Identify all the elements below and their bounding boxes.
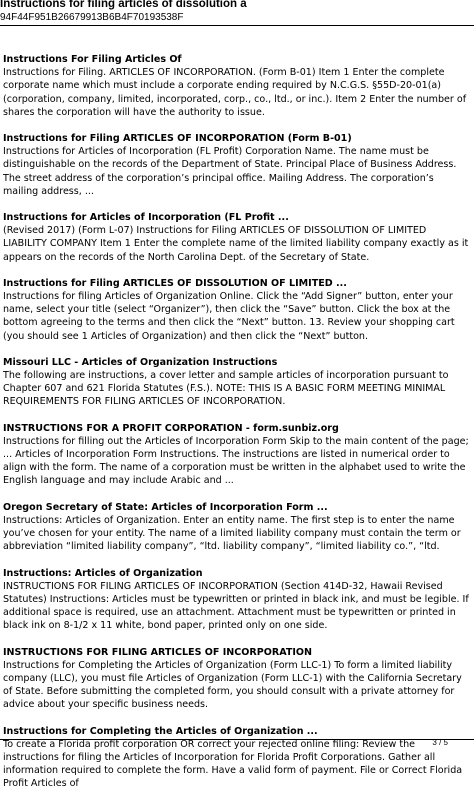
article-entry (3, 277, 471, 343)
entry-text: Instructions for Completing the Articles of Organization (Form LLC-1) To form a limited liability company (LLC), you must file Articles of Organization (Form LLC-1) with the California Secretary of State. Before submitting the completed form, you should consult with a private attorney for advice about your specific business needs. (3, 659, 462, 711)
page-header (0, 0, 474, 26)
entry-text: (Revised 2017) (Form L-07) Instructions for Filing ARTICLES OF DISSOLUTION OF LIMITED LIABILITY COMPANY Item 1 Enter the complete name of the limited liability company exactly as it appears on the records of the North Carolina Dept. of the Secretary of State. (3, 225, 469, 263)
page-number: 3 / 5 (432, 738, 448, 747)
entry-heading: Instructions: Articles of Organization (3, 567, 203, 579)
entry-heading: INSTRUCTIONS FOR A PROFIT CORPORATION - form.sunbiz.org (3, 422, 339, 434)
page-footer (0, 738, 474, 747)
article-entry (3, 132, 471, 198)
entry-heading: Instructions for Filing ARTICLES OF INCORPORATION (Form B-01) (3, 133, 352, 145)
page-title: Instructions for filing articles of dissolution a (0, 0, 247, 10)
entry-heading: Instructions for Filing ARTICLES OF DISSOLUTION OF LIMITED ... (3, 277, 347, 289)
entry-text: Instructions for Filing. ARTICLES OF INCORPORATION. (Form B-01) Item 1 Enter the complete corporate name which must include a corporate ending required by N.C.G.S. §55D-20-01(a) (corporation, company, limited, incorporated, corp., co., ltd., or inc.). Item 2 Enter the number of shares the corporation will have the authority to issue. (3, 67, 467, 118)
article-entry (3, 53, 471, 119)
article-entry (3, 356, 471, 409)
article-entry (3, 646, 471, 712)
entry-heading: Instructions for Articles of Incorporation (FL Profit ... (3, 212, 289, 224)
article-entry (3, 211, 471, 264)
entry-heading: Instructions For Filing Articles Of (3, 54, 182, 65)
entry-heading: Instructions for Completing the Articles of Organization ... (3, 725, 318, 737)
entry-heading: INSTRUCTIONS FOR FILING ARTICLES OF INCORPORATION (3, 646, 313, 658)
entry-text: INSTRUCTIONS FOR FILING ARTICLES OF INCORPORATION (Section 414D-32, Hawaii Revised Statutes) Instructions: Articles must be typewritten or printed in black ink, and must be legible. If additional space is required, use an attachment. Attachment must be typewritten or printed in black ink on 8-1/2 x 11 white, bond paper, printed only on one side. (3, 580, 469, 632)
entry-heading: Oregon Secretary of State: Articles of Incorporation Form ... (3, 501, 328, 513)
entry-heading: Missouri LLC - Articles of Organization Instructions (3, 356, 278, 368)
article-entry (3, 422, 471, 488)
article-entry (3, 501, 471, 554)
entry-text: The following are instructions, a cover letter and sample articles of incorporation pursuant to Chapter 607 and 621 Florida Statutes (F.S.). NOTE: THIS IS A BASIC FORM MEETING MINIMAL REQUIREMENTS FOR FILING ARTICLES OF INCORPORATION. (3, 370, 449, 408)
entry-text: To create a Florida profit corporation OR correct your rejected online filing: Review the instructions for filing the Articles of Incorporation for Florida Profit Corporations. Gather all information required to complete the form. Have a valid form of payment. File or Correct Florida Profit Articles of (3, 738, 463, 790)
document-content (3, 53, 471, 804)
entry-text: Instructions for Articles of Incorporation (FL Profit) Corporation Name. The name must be distinguishable on the records of the Department of State. Principal Place of Business Address. The street address of the corporation’s principal office. Mailing Address. The corporation’s mailing address, ... (3, 146, 457, 197)
document-id: 94F44F951B26679913B6B4F70193538F (0, 12, 184, 23)
article-entry (3, 725, 471, 791)
entry-text: Instructions for filing Articles of Organization Online. Click the “Add Signer” button, enter your name, select your title (select “Organizer”), then click the “Save” button. Click the box at the bottom agreeing to the terms and then click the “Next” button. 13. Review your shopping cart (you should see 1 Articles of Organization) and then click the “Next” button. (3, 291, 455, 342)
entry-text: Instructions for filling out the Articles of Incorporation Form Skip to the main content of the page; ... Articles of Incorporation Form Instructions. The instructions are listed in numerical order to align with the form. The name of a corporation must be written in the alphabet used to write the English language and may include Arabic and ... (3, 435, 469, 487)
article-entry (3, 567, 471, 633)
entry-text: Instructions: Articles of Organization. Enter an entity name. The first step is to enter the name you’ve chosen for your entity. The name of a limited liability company must contain the term or abbreviation “limited liability company”, “ltd. liability company”, “limited liability co.”, “ltd. (3, 514, 461, 553)
